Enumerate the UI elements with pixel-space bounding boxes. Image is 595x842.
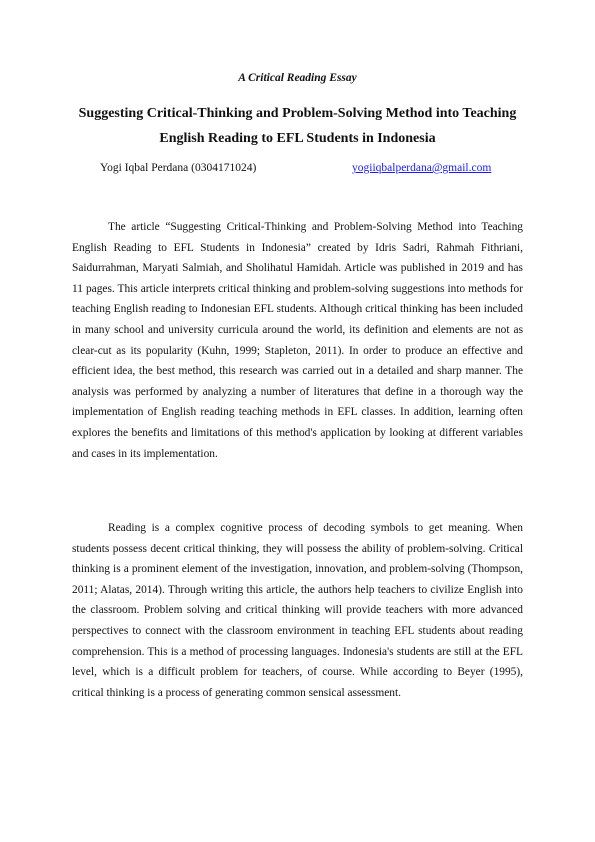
body-paragraph: Reading is a complex cognitive process of decoding symbols to get meaning. When students possess decent critical thinking, they will possess the ability of problem-solving. Critical thinking is a prominent element of the investigation, innovation, and problem-solving (Thompson, 2011; Alatas, 2014). Through writing this article, the authors help teachers to civilize English into the classroom. Problem solving and critical thinking will provide teachers with more advanced perspectives to connect with the classroom environment in teaching EFL students about reading comprehension. This is a method of processing languages. Indonesia's students are still at the EFL level, which is a difficult problem for teachers, of course. While according to Beyer (1995), critical thinking is a process of generating common sensical assessment. [72,522,523,699]
body-paragraph: The article “Suggesting Critical-Thinking and Problem-Solving Method into Teaching English Reading to EFL Students in Indonesia” created by Idris Sadri, Rahmah Fithriani, Saidurrahman, Maryati Salmiah, and Sholihatul Hamidah. Article was published in 2019 and has 11 pages. This article interprets critical thinking and problem-solving suggestions into methods for teaching English reading to Indonesian EFL students. Although critical thinking has been included in many school and university curricula around the world, its definition and elements are not as clear-cut as its popularity (Kuhn, 1999; Stapleton, 2011). In order to produce an effective and efficient idea, the best method, this research was carried out in a detailed and sharp manner. The analysis was performed by analyzing a number of literatures that define in a thorough way the implementation of English reading teaching methods in EFL classes. In addition, learning often explores the benefits and limitations of this method's application by looking at different variables and cases in its implementation. [72,221,523,460]
essay-type-label: A Critical Reading Essay [238,72,357,84]
document-title: Suggesting Critical-Thinking and Problem-Solving Method into Teaching English Reading to EFL Students in Indonesia [78,106,517,146]
author-row [100,162,500,178]
author-name: Yogi Iqbal Perdana (0304171024) [100,162,257,174]
author-email-link[interactable]: yogiiqbalperdana@gmail.com [352,162,492,174]
